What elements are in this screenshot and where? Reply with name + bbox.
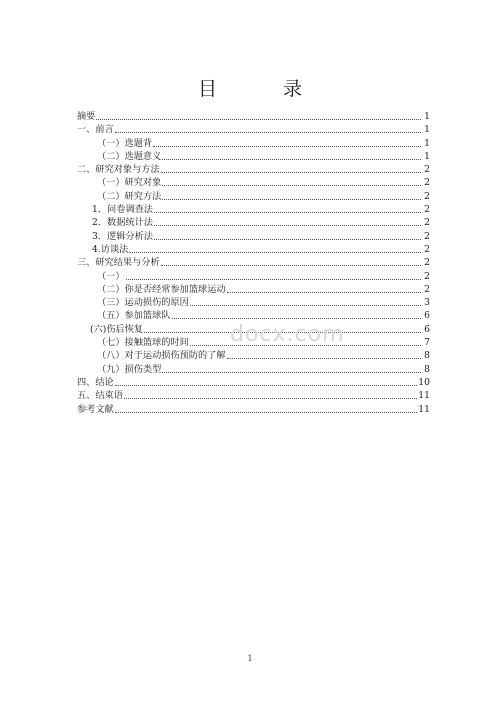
toc-entry-label: 二、研究对象与方法 [77, 164, 160, 176]
toc-entry-label: 四、结论 [77, 376, 114, 388]
toc-entry[interactable] [77, 268, 430, 281]
toc-entry-label: （二）你是否经常参加篮球运动 [97, 283, 226, 295]
toc-entry[interactable] [77, 148, 430, 161]
toc-entry-label: 参考文献 [77, 403, 114, 415]
toc-entry-page: 11 [418, 403, 430, 415]
toc-leader-dots [124, 388, 417, 399]
toc-entry-page: 2 [424, 283, 430, 295]
toc-entry-page: 2 [424, 177, 430, 189]
toc-entry-page: 2 [424, 164, 430, 176]
toc-entry[interactable] [77, 401, 430, 414]
toc-leader-dots [126, 269, 421, 280]
toc-entry[interactable] [77, 174, 430, 187]
toc-leader-dots [162, 175, 421, 186]
toc-entry[interactable] [77, 108, 430, 121]
toc-entry[interactable] [77, 161, 430, 174]
toc-leader-dots [154, 215, 421, 226]
toc-entry[interactable] [77, 254, 430, 267]
toc-entry-label: （二）研究方法 [97, 190, 162, 202]
toc-entry-page: 2 [424, 257, 430, 269]
toc-entry-label: (六)伤后恢复 [90, 323, 144, 335]
toc-leader-dots [162, 362, 421, 373]
toc-entry-page: 2 [424, 230, 430, 242]
toc-leader-dots [227, 348, 421, 359]
toc-entry-label: 2．数据统计法 [92, 217, 153, 229]
toc-entry-page: 1 [424, 124, 430, 136]
toc-entry-label: （七）接触篮球的时间 [97, 337, 189, 349]
toc-leader-dots [115, 375, 418, 386]
toc-leader-dots [115, 122, 421, 133]
toc-entry[interactable] [77, 361, 430, 374]
toc-entry-page: 6 [424, 310, 430, 322]
toc-entry[interactable] [77, 294, 430, 307]
toc-entry[interactable] [77, 214, 430, 227]
toc-leader-dots [161, 255, 421, 266]
toc-entry[interactable] [77, 201, 430, 214]
toc-entry[interactable] [77, 121, 430, 134]
toc-leader-dots [162, 189, 421, 200]
toc-entry-page: 2 [424, 270, 430, 282]
toc-entry-label: 一、前言 [77, 124, 114, 136]
toc-title: 目 录 [197, 78, 333, 100]
toc-entry-label: （一）研究对象 [97, 177, 162, 189]
toc-leader-dots [227, 282, 421, 293]
toc-entry-label: （八）对于运动损伤预防的了解 [97, 350, 226, 362]
toc-entry-label: 三、研究结果与分析 [77, 257, 160, 269]
toc-entry-page: 3 [424, 297, 430, 309]
toc-entry-page: 11 [418, 390, 430, 402]
toc-entry-page: 1 [424, 137, 430, 149]
toc-entry-page: 1 [424, 150, 430, 162]
toc-entry-page: 1 [424, 111, 430, 122]
toc-entry-page: 2 [424, 204, 430, 216]
toc-entry-label: 五、结束语 [77, 390, 123, 402]
toc-entry-label: （一）选题背 [97, 137, 153, 149]
toc-leader-dots [115, 402, 418, 413]
toc-leader-dots [190, 295, 421, 306]
toc-entry-page: 2 [424, 217, 430, 229]
toc-leader-dots [153, 136, 421, 147]
toc-leader-dots [129, 242, 421, 253]
toc-entry-label: （九）损伤类型 [97, 363, 162, 375]
toc-entry-page: 6 [424, 323, 430, 335]
toc-entry-page: 7 [424, 337, 430, 349]
toc-entry[interactable] [77, 188, 430, 201]
toc-leader-dots [172, 308, 422, 319]
toc-leader-dots [162, 149, 421, 160]
toc-entry-label: （二）选题意义 [97, 150, 162, 162]
page-number: 1 [247, 654, 253, 663]
toc-entry-page: 8 [424, 363, 430, 375]
toc-entry-label: 1．问卷调查法 [92, 204, 153, 216]
watermark: docx.com [230, 322, 345, 347]
toc-leader-dots [154, 202, 421, 213]
toc-entry[interactable] [77, 307, 430, 320]
toc-entry[interactable] [77, 228, 430, 241]
toc-entry-page: 2 [424, 190, 430, 202]
toc-entry[interactable] [77, 347, 430, 360]
toc-entry-label: 3．逻辑分析法 [92, 230, 153, 242]
toc-entry-label: 摘要 [77, 111, 96, 122]
toc-entry-label: （三）运动损伤的原因 [97, 297, 189, 309]
toc-entry-label: （五）参加篮球队 [97, 310, 171, 322]
toc-entry-label: 4.访谈法 [92, 243, 129, 255]
toc-leader-dots [96, 109, 421, 120]
toc-leader-dots [161, 162, 421, 173]
toc-entry-page: 10 [418, 376, 430, 388]
toc-entry-page: 8 [424, 350, 430, 362]
toc-entry-page: 2 [424, 243, 430, 255]
toc-leader-dots [154, 229, 421, 240]
toc-entry[interactable] [77, 387, 430, 400]
table-of-contents [77, 108, 430, 414]
toc-entry-label: （一） [97, 270, 125, 282]
toc-entry[interactable] [77, 135, 430, 148]
toc-entry[interactable] [77, 281, 430, 294]
toc-entry[interactable] [77, 374, 430, 387]
toc-entry[interactable] [77, 241, 430, 254]
